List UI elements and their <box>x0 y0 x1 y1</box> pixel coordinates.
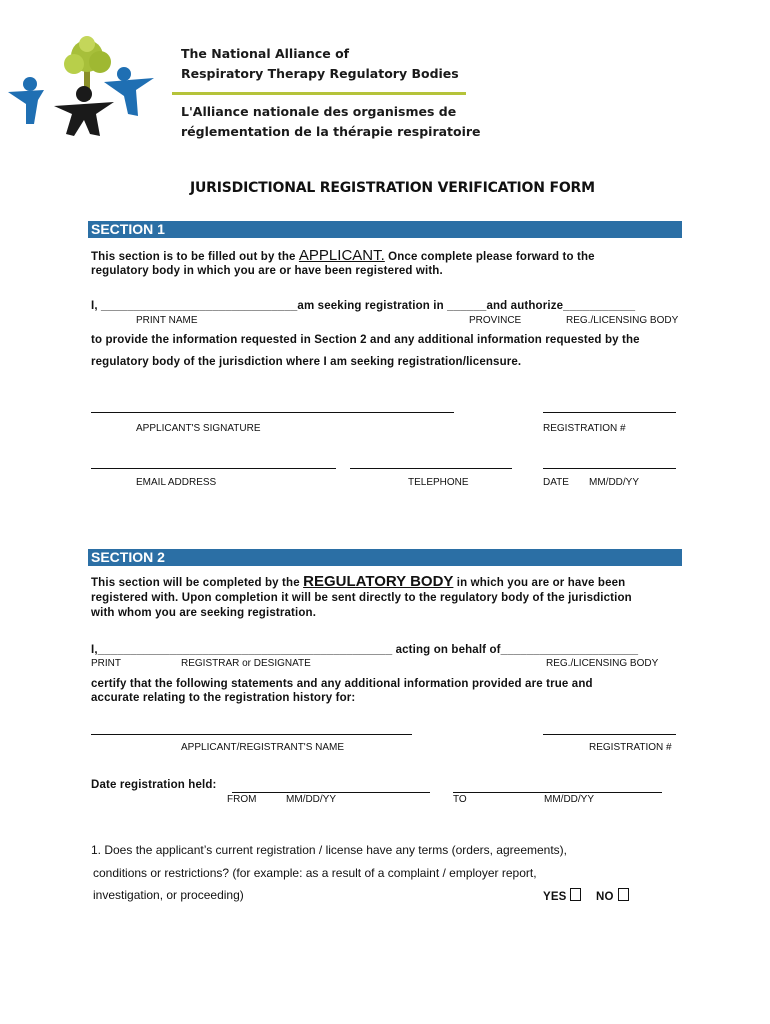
caption-signature: APPLICANT'S SIGNATURE <box>136 423 261 434</box>
date-field[interactable] <box>543 468 676 469</box>
org-name-en-line2: Respiratory Therapy Regulatory Bodies <box>181 66 459 81</box>
email-field[interactable] <box>91 468 336 469</box>
caption-reg-body: REG./LICENSING BODY <box>566 315 679 326</box>
applicant-declaration-line[interactable]: I, ______________________________am seeking registration in ______and authorize___________ <box>91 300 636 312</box>
telephone-field[interactable] <box>350 468 512 469</box>
section1-intro-line2: regulatory body in which you are or have been registered with. <box>91 265 443 277</box>
intro-pre: This section will be completed by the <box>91 577 304 589</box>
yes-checkbox[interactable] <box>570 888 581 901</box>
section2-intro-line1 <box>91 573 625 590</box>
caption-to-format: MM/DD/YY <box>544 794 594 805</box>
certify-line1: certify that the following statements and any additional information provided are true and <box>91 678 593 690</box>
yes-label: YES <box>543 891 567 903</box>
signature-field[interactable] <box>91 412 454 413</box>
date-to-field[interactable] <box>453 792 662 793</box>
caption-from-format: MM/DD/YY <box>286 794 336 805</box>
intro-pre: This section is to be filled out by the <box>91 251 299 263</box>
intro-applicant: APPLICANT. <box>298 247 385 264</box>
question1-line2: conditions or restrictions? (for example: as a result of a complaint / employer report, <box>93 866 537 880</box>
question1-line1: 1. Does the applicant’s current registration / license have any terms (orders, agreements), <box>91 843 568 857</box>
certify-line2: accurate relating to the registration history for: <box>91 692 356 704</box>
section2-intro-line3: with whom you are seeking registration. <box>91 607 317 619</box>
intro-regulatory-body: REGULATORY BODY <box>303 573 454 590</box>
applicant-name-field[interactable] <box>91 734 412 735</box>
person-blue-left-icon <box>8 77 44 124</box>
yes-option[interactable] <box>543 888 581 903</box>
caption-print: PRINT <box>91 658 121 669</box>
no-label: NO <box>596 891 614 903</box>
date-held-label: Date registration held: <box>91 779 217 791</box>
section2-heading: SECTION 2 <box>88 549 682 566</box>
registration-number-field-2[interactable] <box>543 734 676 735</box>
registration-number-field[interactable] <box>543 412 676 413</box>
no-checkbox[interactable] <box>618 888 629 901</box>
alliance-logo <box>4 34 160 138</box>
date-from-field[interactable] <box>232 792 430 793</box>
org-name-fr-line1: L'Alliance nationale des organismes de <box>181 104 457 119</box>
caption-registration-number: REGISTRATION # <box>589 742 672 753</box>
section1-intro-line1 <box>91 247 595 264</box>
caption-telephone: TELEPHONE <box>408 477 469 488</box>
section2-intro-line2: registered with. Upon completion it will be sent directly to the regulatory body of the jurisdiction <box>91 592 632 604</box>
no-option[interactable] <box>596 888 629 903</box>
authorization-line1: to provide the information requested in Section 2 and any additional information requested by the <box>91 334 640 346</box>
caption-to: TO <box>453 794 467 805</box>
header-divider <box>172 92 466 95</box>
caption-registrar: REGISTRAR or DESIGNATE <box>181 658 311 669</box>
caption-from: FROM <box>227 794 257 805</box>
org-name-fr-line2: réglementation de la thérapie respiratoire <box>181 124 481 139</box>
intro-post: in which you are or have been <box>453 577 626 589</box>
person-dark-icon <box>54 86 114 136</box>
caption-applicant-name: APPLICANT/REGISTRANT'S NAME <box>181 742 345 753</box>
org-name-en-line1: The National Alliance of <box>181 46 350 61</box>
caption-registration-number: REGISTRATION # <box>543 423 626 434</box>
caption-date: DATE <box>543 477 569 488</box>
form-title: JURISDICTIONAL REGISTRATION VERIFICATION FORM <box>190 180 595 196</box>
registrar-declaration-line[interactable]: I,_____________________________________________ acting on behalf of_____________________ <box>91 644 639 656</box>
caption-date-format: MM/DD/YY <box>589 477 639 488</box>
section1-heading: SECTION 1 <box>88 221 682 238</box>
caption-email: EMAIL ADDRESS <box>136 477 217 488</box>
caption-reg-body: REG./LICENSING BODY <box>546 658 659 669</box>
question1-line3: investigation, or proceeding) <box>93 888 244 902</box>
intro-post: Once complete please forward to the <box>384 251 595 263</box>
caption-print-name: PRINT NAME <box>136 315 198 326</box>
authorization-line2: regulatory body of the jurisdiction where I am seeking registration/licensure. <box>91 356 522 368</box>
caption-province: PROVINCE <box>469 315 522 326</box>
person-blue-right-icon <box>104 67 154 116</box>
